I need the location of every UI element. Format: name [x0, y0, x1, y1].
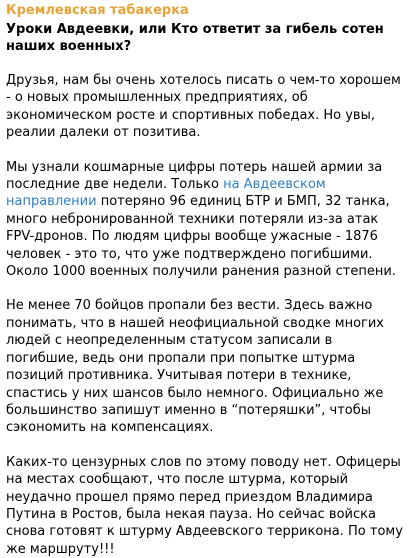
post-paragraph-4: Каких-то цензурных слов по этому поводу нет. Офицеры на местах сообщают, что после штурма, который неудачно прошел прямо перед приездом Владимира Путина в Ростов, была некая пауза. Но сейчас войска снова готовят к штурму Авдеевского терриконa. По тому же маршруту!!! — [6, 454, 403, 557]
post-paragraph-1: Друзья, нам бы очень хотелось писать о чем-то хорошем - о новых промышленных предприятиях, об экономическом росте и спортивных победах. Но увы, реалии далеки от позитива. — [6, 73, 401, 141]
paragraph-2-text-before: Мы узнали кошмарные цифры потерь нашей армии за последние две недели. Только — [6, 159, 383, 193]
channel-name[interactable]: Кремлевская табакерка — [6, 3, 189, 18]
paragraph-2-text-after: потеряно 96 единиц БТР и БМП, 32 танка, много небронированной техники потеряли из-за атак FPV-дронов. По людям цифры вообще ужасные - 1876 человек - это то, что уже подтверждено погибшими. Около 1000 военных получили ранения разной степени. — [6, 194, 396, 280]
post-title: Уроки Авдеевки, или Кто ответит за гибель сотен наших военных? — [6, 22, 384, 54]
post-paragraph-2 — [6, 159, 408, 281]
avdeevka-direction-link[interactable]: на Авдеевском направлении — [6, 177, 326, 210]
post-paragraph-3: Не менее 70 бойцов пропали без вести. Здесь важно понимать, что в нашей неофициальной сводке многих людей с неопределенным статусом записали в погибшие, ведь они пропали при попытке штурма позиций противника. Учитывая потери в технике, спастись у них шансов было немного. Официально же большинство запишут именно в “потеряшки”, чтобы сэкономить на компенсациях. — [6, 298, 384, 436]
